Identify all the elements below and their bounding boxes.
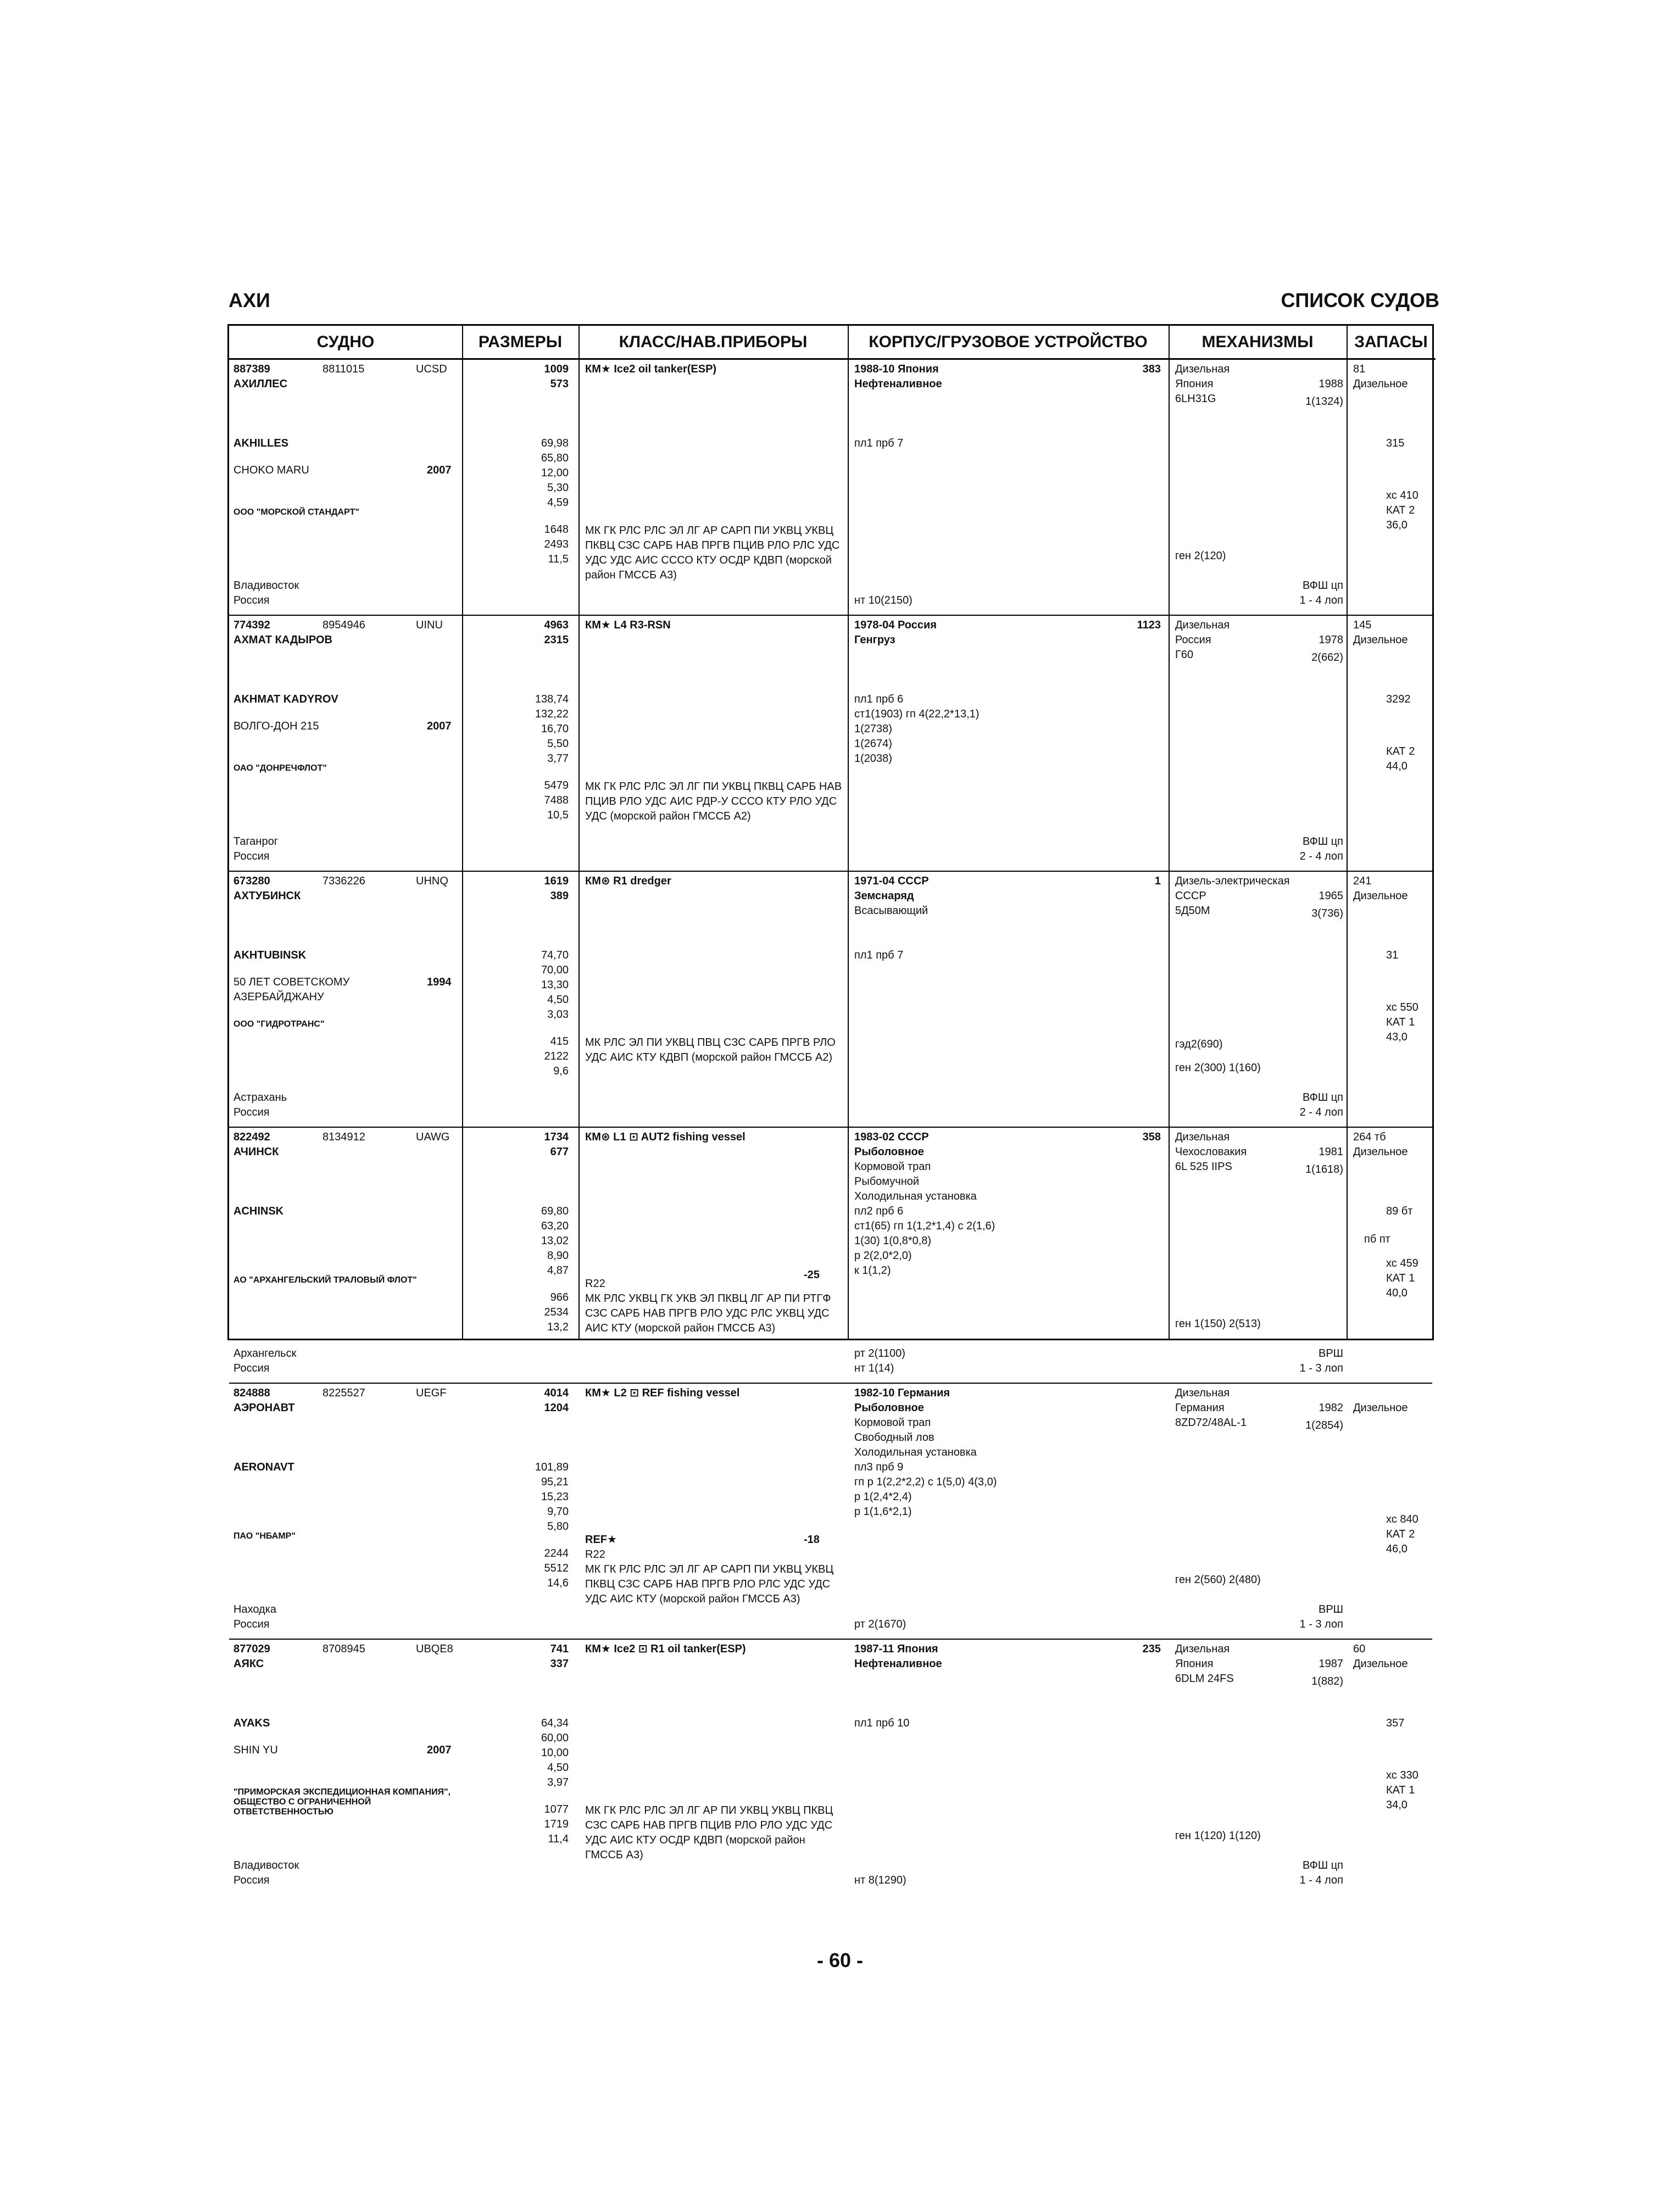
vessel-name-ru: АЯКС xyxy=(233,1658,264,1670)
build-date-country: 1982-10 Германия xyxy=(854,1387,950,1399)
vessel-name-ru: АХТУБИНСК xyxy=(233,890,301,902)
propeller-blades: 2 - 4 лоп xyxy=(1299,850,1343,863)
cargo-gear-line: 1(2738) xyxy=(854,723,892,735)
crew-supply: хс 410 xyxy=(1386,489,1418,502)
propeller-type: ВРШ xyxy=(1318,1603,1343,1616)
vessel-name-en: AKHMAT KADYROV xyxy=(233,693,338,705)
vessel-type: Нефтеналивное xyxy=(854,378,942,390)
capacity-value: 1648 xyxy=(544,523,569,536)
home-port: Находка xyxy=(233,1603,277,1616)
dimension-value: 64,34 xyxy=(541,1717,569,1729)
tonnage-value: 573 xyxy=(550,378,569,390)
dimension-value: 13,02 xyxy=(541,1235,569,1247)
engine-info: Россия xyxy=(1175,634,1211,646)
column-hull-header: КОРПУС/ГРУЗОВОЕ УСТРОЙСТВО xyxy=(848,326,1169,360)
fuel-supply: 60 xyxy=(1353,1643,1366,1655)
class-note: REF★ xyxy=(585,1534,617,1546)
propeller-type: ВФШ цп xyxy=(1302,580,1343,592)
former-name: ВОЛГО-ДОН 215 xyxy=(233,720,319,732)
column-vessel-header: СУДНО xyxy=(229,326,462,360)
nav-instruments: МК РЛС ЭЛ ПИ УКВЦ ПВЦ СЗС САРБ ПРГВ РЛО УДС АИС КТУ КДВП (морской район ГМССБ А2) xyxy=(585,1037,836,1064)
vessel-name-ru: АХИЛЛЕС xyxy=(233,378,288,390)
engine-info: Дизельная xyxy=(1175,1131,1230,1143)
dimension-value: 5,30 xyxy=(547,482,569,494)
engine-info: СССР xyxy=(1175,890,1206,902)
flag-country: Россия xyxy=(233,1362,270,1375)
fuel-supply: 241 xyxy=(1353,875,1372,887)
cargo-gear-line: 1(30) 1(0,8*0,8) xyxy=(854,1235,932,1247)
class-notation: КМ★ Ice2 ⊡ R1 oil tanker(ESP) xyxy=(585,1643,746,1655)
dimension-value: 101,89 xyxy=(535,1461,569,1473)
propeller-type: ВФШ цп xyxy=(1302,835,1343,848)
class-notation: КМ⊛ L1 ⊡ AUT2 fishing vessel xyxy=(585,1131,746,1143)
cargo-gear-line: р 2(2,0*2,0) xyxy=(854,1250,912,1262)
vessel-record xyxy=(229,360,1432,616)
crew-supply: 36,0 xyxy=(1386,519,1408,531)
capacity-value: 2122 xyxy=(544,1050,569,1062)
home-port: Таганрог xyxy=(233,835,279,848)
vessel-type: Холодильная установка xyxy=(854,1190,977,1202)
cargo-gear-line: пл3 прб 9 xyxy=(854,1461,904,1473)
vessel-type: Свободный лов xyxy=(854,1431,934,1444)
vessel-type: Рыбомучной xyxy=(854,1176,920,1188)
fuel-supply: Дизельное xyxy=(1353,1402,1408,1414)
flag-country: Россия xyxy=(233,850,270,863)
dimension-value: 8,90 xyxy=(547,1250,569,1262)
fuel-capacity: пб пт xyxy=(1364,1233,1390,1246)
fuel-supply: 145 xyxy=(1353,619,1372,631)
dimension-value: 69,80 xyxy=(541,1205,569,1217)
engine-power: 1(882) xyxy=(1311,1675,1343,1688)
imo-number: 8134912 xyxy=(322,1131,365,1143)
engine-info: 5Д50М xyxy=(1175,905,1210,917)
tonnage-value: 1009 xyxy=(544,363,569,375)
capacity-value: 966 xyxy=(550,1291,569,1303)
vessel-record xyxy=(229,1128,1432,1384)
engine-power: 1(2854) xyxy=(1305,1419,1343,1432)
dimension-value: 70,00 xyxy=(541,964,569,976)
vessel-name-en: AYAKS xyxy=(233,1717,270,1729)
home-port: Владивосток xyxy=(233,1859,299,1872)
owner-name: ПАО "НБАМР" xyxy=(233,1531,296,1541)
fuel-supply: Дизельное xyxy=(1353,890,1408,902)
hull-number: 1123 xyxy=(1137,619,1161,631)
acquisition-year: 2007 xyxy=(427,464,452,476)
class-notation: КМ⊛ R1 dredger xyxy=(585,875,671,887)
engine-year: 1987 xyxy=(1319,1658,1343,1670)
crew-supply: 34,0 xyxy=(1386,1798,1408,1811)
generator-info: ген 1(120) 1(120) xyxy=(1175,1830,1261,1842)
engine-info: 6LH31G xyxy=(1175,393,1216,405)
flag-country: Россия xyxy=(233,1618,270,1631)
former-name: 50 ЛЕТ СОВЕТСКОМУ АЗЕРБАЙДЖАНУ xyxy=(233,976,350,1003)
dimension-value: 3,77 xyxy=(547,753,569,765)
nav-instruments: МК ГК РЛС РЛС ЭЛ ЛГ ПИ УКВЦ ПКВЦ САРБ НАВ ПЦИВ РЛО УДС АИС РДР-У СССО КТУ РЛО УДС УДС (морской район ГМССБ А2) xyxy=(585,781,842,823)
vessel-type: Рыболовное xyxy=(854,1402,924,1414)
cargo-gear-line: пл1 прб 10 xyxy=(854,1717,910,1729)
hull-number: 235 xyxy=(1142,1643,1161,1655)
propeller-blades: 1 - 3 лоп xyxy=(1299,1362,1343,1375)
fuel-supply: 264 тб xyxy=(1353,1131,1386,1143)
dimension-value: 15,23 xyxy=(541,1491,569,1503)
capacity-value: 9,6 xyxy=(553,1065,569,1077)
dimension-value: 138,74 xyxy=(535,693,569,705)
engine-info: Дизельная xyxy=(1175,363,1230,375)
engine-info: Дизельная xyxy=(1175,1387,1230,1399)
propeller-blades: 1 - 4 лоп xyxy=(1299,594,1343,607)
build-date-country: 1983-02 СССР xyxy=(854,1131,929,1143)
tonnage-value: 1619 xyxy=(544,875,569,887)
tonnage-value: 1204 xyxy=(544,1402,569,1414)
capacity-value: 14,6 xyxy=(547,1576,569,1589)
capacity-value: 13,2 xyxy=(547,1321,569,1333)
capacity-value: 2493 xyxy=(544,538,569,550)
tonnage-value: 677 xyxy=(550,1146,569,1158)
class-note: R22 xyxy=(585,1278,605,1290)
dimension-value: 16,70 xyxy=(541,723,569,735)
registry-number: 887389 xyxy=(233,363,270,375)
engine-power: 1(1618) xyxy=(1305,1163,1343,1176)
crew-supply: КАТ 1 xyxy=(1386,1016,1415,1028)
acquisition-year: 1994 xyxy=(427,976,452,988)
call-sign: UAWG xyxy=(416,1131,450,1143)
tank-capacity: рт 2(1100) xyxy=(854,1347,905,1360)
capacity-value: 1077 xyxy=(544,1803,569,1815)
nav-instruments: МК ГК РЛС РЛС ЭЛ ЛГ АР САРП ПИ УКВЦ УКВЦ ПКВЦ СЗС САРБ НАВ ПРГВ ПЦИВ РЛО РЛС УДС УДС УДС АИС СССО КТУ ОСДР КДВП (морской район ГМССБ А3) xyxy=(585,525,840,582)
vessel-name-en: AKHTUBINSK xyxy=(233,949,307,961)
engine-info: Дизельная xyxy=(1175,619,1230,631)
cargo-gear-line: 1(2674) xyxy=(854,738,892,750)
capacity-value: 415 xyxy=(550,1035,569,1048)
tank-capacity: нт 8(1290) xyxy=(854,1874,906,1887)
tonnage-value: 337 xyxy=(550,1658,569,1670)
engine-power: 1(1324) xyxy=(1305,395,1343,408)
crew-supply: КАТ 2 xyxy=(1386,745,1415,757)
flag-country: Россия xyxy=(233,1874,270,1887)
vessel-name-ru: АЧИНСК xyxy=(233,1146,279,1158)
crew-supply: хс 330 xyxy=(1386,1769,1418,1781)
registry-number: 673280 xyxy=(233,875,270,887)
vessel-name-ru: АЭРОНАВТ xyxy=(233,1402,295,1414)
fuel-capacity: 357 xyxy=(1386,1717,1405,1729)
column-machinery-header: МЕХАНИЗМЫ xyxy=(1169,326,1347,360)
crew-supply: КАТ 1 xyxy=(1386,1272,1415,1284)
column-dimensions-header: РАЗМЕРЫ xyxy=(462,326,578,360)
engine-power: 2(662) xyxy=(1311,651,1343,664)
tank-capacity: нт 1(14) xyxy=(854,1362,894,1375)
home-port: Архангельск xyxy=(233,1347,297,1360)
crew-supply: хс 840 xyxy=(1386,1513,1418,1525)
engine-info: Япония xyxy=(1175,378,1214,390)
dimension-value: 5,80 xyxy=(547,1520,569,1533)
propeller-type: ВФШ цп xyxy=(1302,1091,1343,1104)
call-sign: UBQE8 xyxy=(416,1643,453,1655)
crew-supply: 46,0 xyxy=(1386,1542,1408,1555)
cargo-gear-line: р 1(2,4*2,4) xyxy=(854,1491,912,1503)
capacity-value: 2534 xyxy=(544,1306,569,1318)
tonnage-value: 2315 xyxy=(544,634,569,646)
fuel-supply: Дизельное xyxy=(1353,1658,1408,1670)
capacity-value: 11,4 xyxy=(548,1832,569,1845)
vessel-type: Генгруз xyxy=(854,634,895,646)
vessel-name-ru: АХМАТ КАДЫРОВ xyxy=(233,634,332,646)
capacity-value: 2244 xyxy=(544,1547,569,1559)
fuel-supply: Дизельное xyxy=(1353,378,1408,390)
owner-name: ОАО "ДОНРЕЧФЛОТ" xyxy=(233,763,327,773)
engine-info: Дизель-электрическая xyxy=(1175,875,1290,887)
vessel-name-en: AKHILLES xyxy=(233,437,288,449)
propeller-blades: 2 - 4 лоп xyxy=(1299,1106,1343,1119)
engine-info: Г60 xyxy=(1175,649,1194,661)
cargo-gear-line: ст1(1903) гп 4(22,2*13,1) xyxy=(854,708,980,720)
cargo-gear-line: к 1(1,2) xyxy=(854,1264,891,1277)
flag-country: Россия xyxy=(233,594,270,607)
former-name: CHOKO MARU xyxy=(233,464,309,476)
nav-instruments: МК РЛС УКВЦ ГК УКВ ЭЛ ПКВЦ ЛГ АР ПИ РТГФ СЗС САРБ НАВ ПРГВ РЛО УДС РЛС УКВЦ УДС АИС КТУ (морской район ГМССБ А3) xyxy=(585,1293,831,1335)
cargo-gear-line: пл2 прб 6 xyxy=(854,1205,904,1217)
vessel-type: Холодильная установка xyxy=(854,1446,977,1458)
class-notation: КМ★ L4 R3-RSN xyxy=(585,619,671,631)
vessel-type: Всасывающий xyxy=(854,905,928,917)
call-sign: UINU xyxy=(416,619,443,631)
fuel-capacity: 89 бт xyxy=(1386,1205,1413,1217)
propeller-type: ВФШ цп xyxy=(1302,1859,1343,1872)
running-header-left: АХИ xyxy=(229,289,270,311)
fuel-capacity: 315 xyxy=(1386,437,1405,449)
engine-year: 1982 xyxy=(1319,1402,1343,1414)
imo-number: 8811015 xyxy=(322,363,365,375)
registry-number: 822492 xyxy=(233,1131,270,1143)
crew-supply: КАТ 2 xyxy=(1386,504,1415,516)
build-date-country: 1988-10 Япония xyxy=(854,363,939,375)
engine-year: 1981 xyxy=(1319,1146,1343,1158)
crew-supply: КАТ 1 xyxy=(1386,1784,1415,1796)
capacity-value: 11,5 xyxy=(548,553,569,565)
vessel-record xyxy=(229,1640,1432,1885)
owner-name: ООО "МОРСКОЙ СТАНДАРТ" xyxy=(233,507,359,517)
home-port: Астрахань xyxy=(233,1091,287,1104)
cargo-gear-line: пл1 прб 7 xyxy=(854,437,904,449)
dimension-value: 13,30 xyxy=(541,979,569,991)
fuel-supply: Дизельное xyxy=(1353,634,1408,646)
tonnage-value: 4014 xyxy=(544,1387,569,1399)
engine-info: Германия xyxy=(1175,1402,1225,1414)
engine-info: 6DLM 24FS xyxy=(1175,1673,1234,1685)
dimension-value: 10,00 xyxy=(541,1747,569,1759)
imo-number: 8954946 xyxy=(322,619,365,631)
engine-info: Дизельная xyxy=(1175,1643,1230,1655)
ship-register-table xyxy=(227,324,1434,1887)
generator-info: ген 2(560) 2(480) xyxy=(1175,1574,1261,1586)
flag-country: Россия xyxy=(233,1106,270,1119)
generator-info: ген 1(150) 2(513) xyxy=(1175,1318,1261,1330)
dimension-value: 63,20 xyxy=(541,1220,569,1232)
tonnage-value: 4963 xyxy=(544,619,569,631)
vessel-name-en: ACHINSK xyxy=(233,1205,284,1217)
generator-info: ген 2(300) 1(160) xyxy=(1175,1062,1261,1074)
build-date-country: 1978-04 Россия xyxy=(854,619,937,631)
imo-number: 7336226 xyxy=(322,875,365,887)
page-number: - 60 - xyxy=(816,1949,864,1971)
engine-info: Чехословакия xyxy=(1175,1146,1247,1158)
owner-name: ООО "ГИДРОТРАНС" xyxy=(233,1019,325,1029)
fuel-supply: 81 xyxy=(1353,363,1366,375)
nav-instruments: МК ГК РЛС РЛС ЭЛ ЛГ АР САРП ПИ УКВЦ УКВЦ ПКВЦ СЗС САРБ НАВ ПРГВ РЛО РЛС УДС УДС УДС АИС КТУ (морской район ГМССБ А3) xyxy=(585,1563,834,1606)
vessel-record xyxy=(229,616,1432,872)
capacity-value: 5479 xyxy=(544,779,569,792)
engine-year: 1978 xyxy=(1319,634,1343,646)
nav-instruments: МК ГК РЛС РЛС ЭЛ ЛГ АР ПИ УКВЦ УКВЦ ПКВЦ СЗС САРБ НАВ ПРГВ ПЦИВ РЛО РЛО УДС УДС УДС АИС КТУ ОСДР КДВП (морской район ГМССБ А3) xyxy=(585,1804,833,1862)
cargo-gear-line: гп р 1(2,2*2,2) с 1(5,0) 4(3,0) xyxy=(854,1476,997,1488)
engine-info: Япония xyxy=(1175,1658,1214,1670)
cargo-gear-line: пл1 прб 7 xyxy=(854,949,904,961)
dimension-value: 5,50 xyxy=(547,738,569,750)
build-date-country: 1971-04 СССР xyxy=(854,875,929,887)
crew-supply: 40,0 xyxy=(1386,1286,1408,1299)
capacity-value: 5512 xyxy=(544,1562,569,1574)
home-port: Владивосток xyxy=(233,580,299,592)
hull-number: 1 xyxy=(1154,875,1161,887)
capacity-value: 10,5 xyxy=(547,809,569,821)
owner-name: "ПРИМОРСКАЯ ЭКСПЕДИЦИОННАЯ КОМПАНИЯ", ОБЩЕСТВО С ОГРАНИЧЕННОЙ ОТВЕТСТВЕННОСТЬЮ xyxy=(233,1787,451,1817)
vessel-type: Рыболовное xyxy=(854,1146,924,1158)
propeller-blades: 1 - 4 лоп xyxy=(1299,1874,1343,1887)
dimension-value: 132,22 xyxy=(535,708,569,720)
call-sign: UCSD xyxy=(416,363,447,375)
registry-number: 774392 xyxy=(233,619,270,631)
call-sign: UHNQ xyxy=(416,875,448,887)
class-note: R22 xyxy=(585,1548,605,1561)
vessel-type: Нефтеналивное xyxy=(854,1658,942,1670)
acquisition-year: 2007 xyxy=(427,1743,452,1756)
dimension-value: 3,03 xyxy=(547,1009,569,1021)
class-notation: КМ★ Ice2 oil tanker(ESP) xyxy=(585,363,717,375)
capacity-value: 7488 xyxy=(544,794,569,806)
engine-year: 1988 xyxy=(1319,378,1343,390)
registry-number: 877029 xyxy=(233,1643,270,1655)
tank-capacity: рт 2(1670) xyxy=(854,1618,906,1631)
propeller-blades: 1 - 3 лоп xyxy=(1299,1618,1343,1631)
running-header-right: СПИСОК СУДОВ xyxy=(1281,289,1439,311)
dimension-value: 74,70 xyxy=(541,949,569,961)
crew-supply: КАТ 2 xyxy=(1386,1528,1415,1540)
vessel-type: Кормовой трап xyxy=(854,1161,931,1173)
vessel-record xyxy=(229,872,1432,1128)
propeller-type: ВРШ xyxy=(1318,1347,1343,1360)
dimension-value: 4,50 xyxy=(547,1762,569,1774)
engine-info: 8ZD72/48AL-1 xyxy=(1175,1417,1247,1429)
dimension-value: 65,80 xyxy=(541,452,569,464)
imo-number: 8225527 xyxy=(322,1387,365,1399)
tonnage-value: 389 xyxy=(550,890,569,902)
hull-number: 383 xyxy=(1142,363,1161,375)
capacity-value: 1719 xyxy=(544,1818,569,1830)
tonnage-value: 741 xyxy=(550,1643,569,1655)
fuel-capacity: 31 xyxy=(1386,949,1399,961)
dimension-value: 69,98 xyxy=(541,437,569,449)
column-class-header: КЛАСС/НАВ.ПРИБОРЫ xyxy=(578,326,848,360)
vessel-type: Земснаряд xyxy=(854,890,914,902)
crew-supply: хс 459 xyxy=(1386,1257,1418,1269)
vessel-name-en: AERONAVT xyxy=(233,1461,294,1473)
owner-name: АО "АРХАНГЕЛЬСКИЙ ТРАЛОВЫЙ ФЛОТ" xyxy=(233,1275,417,1285)
crew-supply: 44,0 xyxy=(1386,760,1408,772)
acquisition-year: 2007 xyxy=(427,720,452,732)
dimension-value: 4,87 xyxy=(547,1264,569,1277)
imo-number: 8708945 xyxy=(322,1643,365,1655)
engine-info: 6L 525 IIPS xyxy=(1175,1161,1232,1173)
refrigeration-temp: -25 xyxy=(804,1269,820,1282)
engine-power: 3(736) xyxy=(1311,907,1343,920)
dimension-value: 4,50 xyxy=(547,994,569,1006)
dimension-value: 3,97 xyxy=(547,1776,569,1789)
fuel-capacity: 3292 xyxy=(1386,693,1411,705)
vessel-type: Кормовой трап xyxy=(854,1417,931,1429)
registry-number: 824888 xyxy=(233,1387,270,1399)
call-sign: UEGF xyxy=(416,1387,447,1399)
refrigeration-temp: -18 xyxy=(804,1534,820,1546)
column-supplies-header: ЗАПАСЫ xyxy=(1347,326,1436,360)
cargo-gear-line: пл1 прб 6 xyxy=(854,693,904,705)
fuel-supply: Дизельное xyxy=(1353,1146,1408,1158)
dimension-value: 95,21 xyxy=(541,1476,569,1488)
former-name: SHIN YU xyxy=(233,1743,278,1756)
dimension-value: 12,00 xyxy=(541,467,569,479)
dimension-value: 60,00 xyxy=(541,1732,569,1744)
cargo-gear-line: р 1(1,6*2,1) xyxy=(854,1506,912,1518)
cargo-gear-line: ст1(65) гп 1(1,2*1,4) с 2(1,6) xyxy=(854,1220,995,1232)
cargo-gear-line: 1(2038) xyxy=(854,753,892,765)
dimension-value: 4,59 xyxy=(547,497,569,509)
crew-supply: хс 550 xyxy=(1386,1001,1418,1013)
dimension-value: 9,70 xyxy=(547,1506,569,1518)
tonnage-value: 1734 xyxy=(544,1131,569,1143)
generator-info: гэд2(690) xyxy=(1175,1038,1223,1050)
tank-capacity: нт 10(2150) xyxy=(854,594,913,607)
generator-info: ген 2(120) xyxy=(1175,550,1226,562)
engine-year: 1965 xyxy=(1319,890,1343,902)
crew-supply: 43,0 xyxy=(1386,1030,1408,1043)
vessel-record xyxy=(229,1384,1432,1640)
hull-number: 358 xyxy=(1142,1131,1161,1143)
class-notation: КМ★ L2 ⊡ REF fishing vessel xyxy=(585,1387,740,1399)
build-date-country: 1987-11 Япония xyxy=(854,1643,938,1655)
